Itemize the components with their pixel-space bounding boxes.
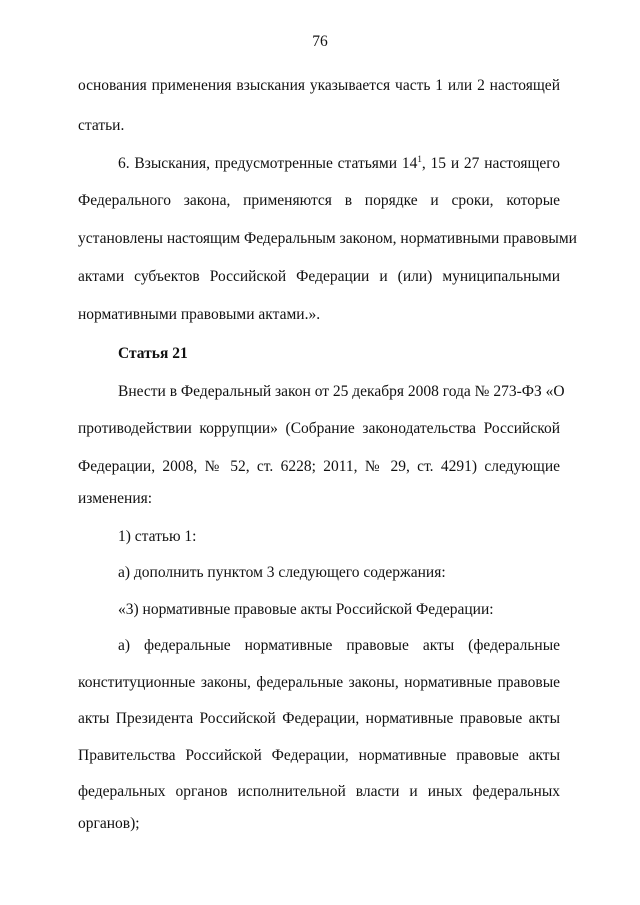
superscript: 1 bbox=[417, 154, 422, 164]
text-line: 1) статью 1: bbox=[118, 528, 197, 545]
text-line: установлены настоящим Федеральным законом, нормативными правовыми bbox=[78, 230, 577, 247]
text-line: статьи. bbox=[78, 117, 125, 134]
text-line: Федерального закона, применяются в порядке и сроки, которые bbox=[78, 192, 560, 209]
text-line: органов); bbox=[78, 815, 140, 832]
text-fragment: , 15 и 27 настоящего bbox=[421, 155, 560, 172]
text-line bbox=[118, 154, 560, 174]
text-line: основания применения взыскания указывается часть 1 или 2 настоящей bbox=[78, 77, 560, 94]
text-line: нормативными правовыми актами.». bbox=[78, 306, 321, 323]
text-line: федеральных органов исполнительной власти и иных федеральных bbox=[78, 783, 560, 800]
text-line: Правительства Российской Федерации, нормативные правовые акты bbox=[78, 747, 560, 764]
page-number: 76 bbox=[312, 33, 328, 50]
text-line: Федерации, 2008, № 52, ст. 6228; 2011, № 29, ст. 4291) следующие bbox=[78, 458, 560, 475]
text-line: акты Президента Российской Федерации, нормативные правовые акты bbox=[78, 710, 560, 727]
text-line: а) федеральные нормативные правовые акты (федеральные bbox=[118, 637, 560, 654]
article-heading: Статья 21 bbox=[118, 345, 188, 362]
text-line: а) дополнить пунктом 3 следующего содержания: bbox=[118, 564, 446, 581]
text-line: Внести в Федеральный закон от 25 декабря 2008 года № 273-ФЗ «О bbox=[118, 383, 565, 400]
text-line: противодействии коррупции» (Собрание законодательства Российской bbox=[78, 420, 560, 437]
text-fragment: 6. Взыскания, предусмотренные статьями 14 bbox=[118, 155, 418, 172]
text-line: конституционные законы, федеральные законы, нормативные правовые bbox=[78, 674, 560, 691]
text-line: изменения: bbox=[78, 490, 153, 507]
text-line: «3) нормативные правовые акты Российской Федерации: bbox=[118, 601, 494, 618]
text-line: актами субъектов Российской Федерации и (или) муниципальными bbox=[78, 268, 560, 285]
